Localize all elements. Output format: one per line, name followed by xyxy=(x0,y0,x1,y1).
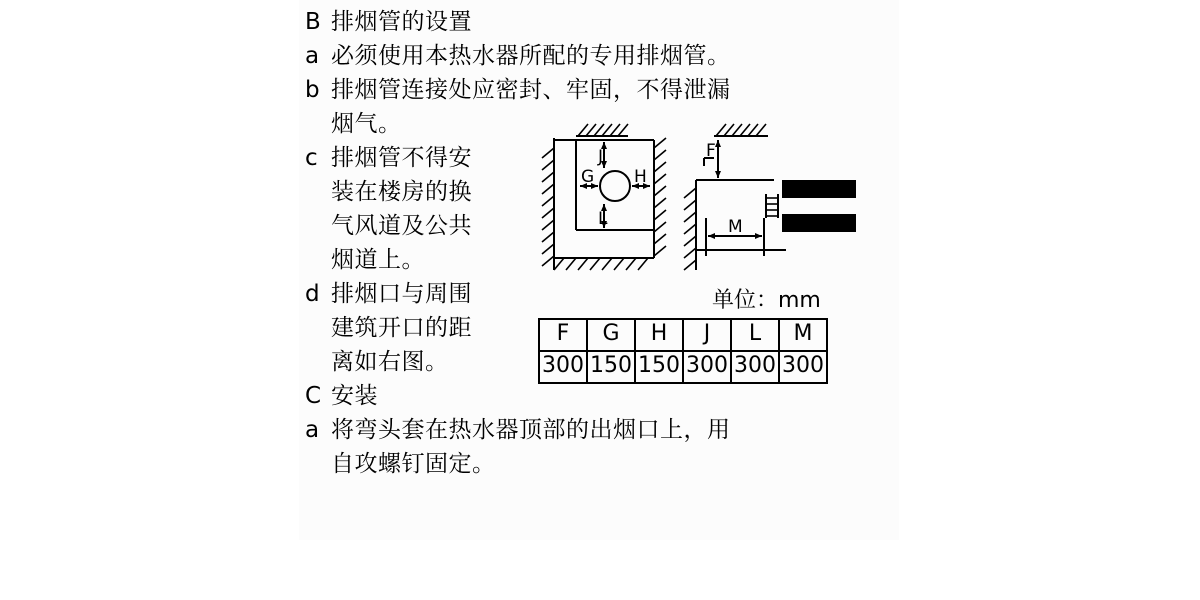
list-item-continuation xyxy=(305,447,875,481)
list-marker: B xyxy=(305,9,322,35)
technical-diagrams xyxy=(536,118,866,288)
list-item-continuation xyxy=(305,311,537,345)
table-header-cell: F xyxy=(539,319,587,351)
table-cell: 300 xyxy=(683,351,731,383)
list-item-continuation xyxy=(305,175,537,209)
duct-upper-bar xyxy=(782,180,856,198)
list-item xyxy=(305,5,875,39)
list-item xyxy=(305,379,875,413)
table-header-cell: L xyxy=(731,319,779,351)
list-item xyxy=(305,39,875,73)
list-text: 装在楼房的换 xyxy=(331,179,472,205)
list-item xyxy=(305,277,537,311)
list-text: 气风道及公共 xyxy=(331,213,472,239)
label-F: F xyxy=(706,141,716,161)
list-item-continuation xyxy=(305,345,537,379)
list-marker: d xyxy=(305,281,321,307)
table-header-cell: G xyxy=(587,319,635,351)
list-text: 烟道上。 xyxy=(331,247,425,273)
list-item-continuation xyxy=(305,209,537,243)
unit-label: 单位：mm xyxy=(712,288,821,313)
list-text: 必须使用本热水器所配的专用排烟管。 xyxy=(331,43,731,69)
table-header-cell: H xyxy=(635,319,683,351)
table-cell: 300 xyxy=(539,351,587,383)
list-marker: a xyxy=(305,417,320,443)
table-header-cell: J xyxy=(683,319,731,351)
list-text: 离如右图。 xyxy=(331,349,449,375)
list-text: 建筑开口的距 xyxy=(331,315,472,341)
table-cell: 300 xyxy=(731,351,779,383)
label-J: J xyxy=(598,147,604,167)
label-M: M xyxy=(728,217,743,237)
list-text: 烟气。 xyxy=(331,111,402,137)
label-G: G xyxy=(581,167,595,187)
list-marker: a xyxy=(305,43,320,69)
list-text: 自攻螺钉固定。 xyxy=(331,451,496,477)
list-item-continuation xyxy=(305,243,537,277)
duct-lower-bar xyxy=(782,214,856,232)
label-H: H xyxy=(634,167,647,187)
list-text: 排烟管连接处应密封、牢固，不得泄漏 xyxy=(331,77,731,103)
label-L: L xyxy=(598,209,608,229)
list-item xyxy=(305,413,875,447)
list-marker: c xyxy=(305,145,319,171)
table-header-row xyxy=(539,319,827,351)
list-text: 排烟管的设置 xyxy=(331,9,472,35)
list-text: 排烟口与周围 xyxy=(331,281,472,307)
narrow-text-block xyxy=(305,141,537,379)
list-text: 排烟管不得安 xyxy=(331,145,472,171)
list-marker: b xyxy=(305,77,321,103)
table-cell: 150 xyxy=(635,351,683,383)
list-text: 安装 xyxy=(331,383,378,409)
list-marker: C xyxy=(305,383,322,409)
table-cell: 150 xyxy=(587,351,635,383)
table-row xyxy=(539,351,827,383)
clearance-diagram xyxy=(536,118,866,288)
list-text: 将弯头套在热水器顶部的出烟口上，用 xyxy=(331,417,731,443)
table-cell: 300 xyxy=(779,351,827,383)
list-item xyxy=(305,141,537,175)
dimension-table xyxy=(538,318,828,384)
table-header-cell: M xyxy=(779,319,827,351)
list-item xyxy=(305,73,875,107)
